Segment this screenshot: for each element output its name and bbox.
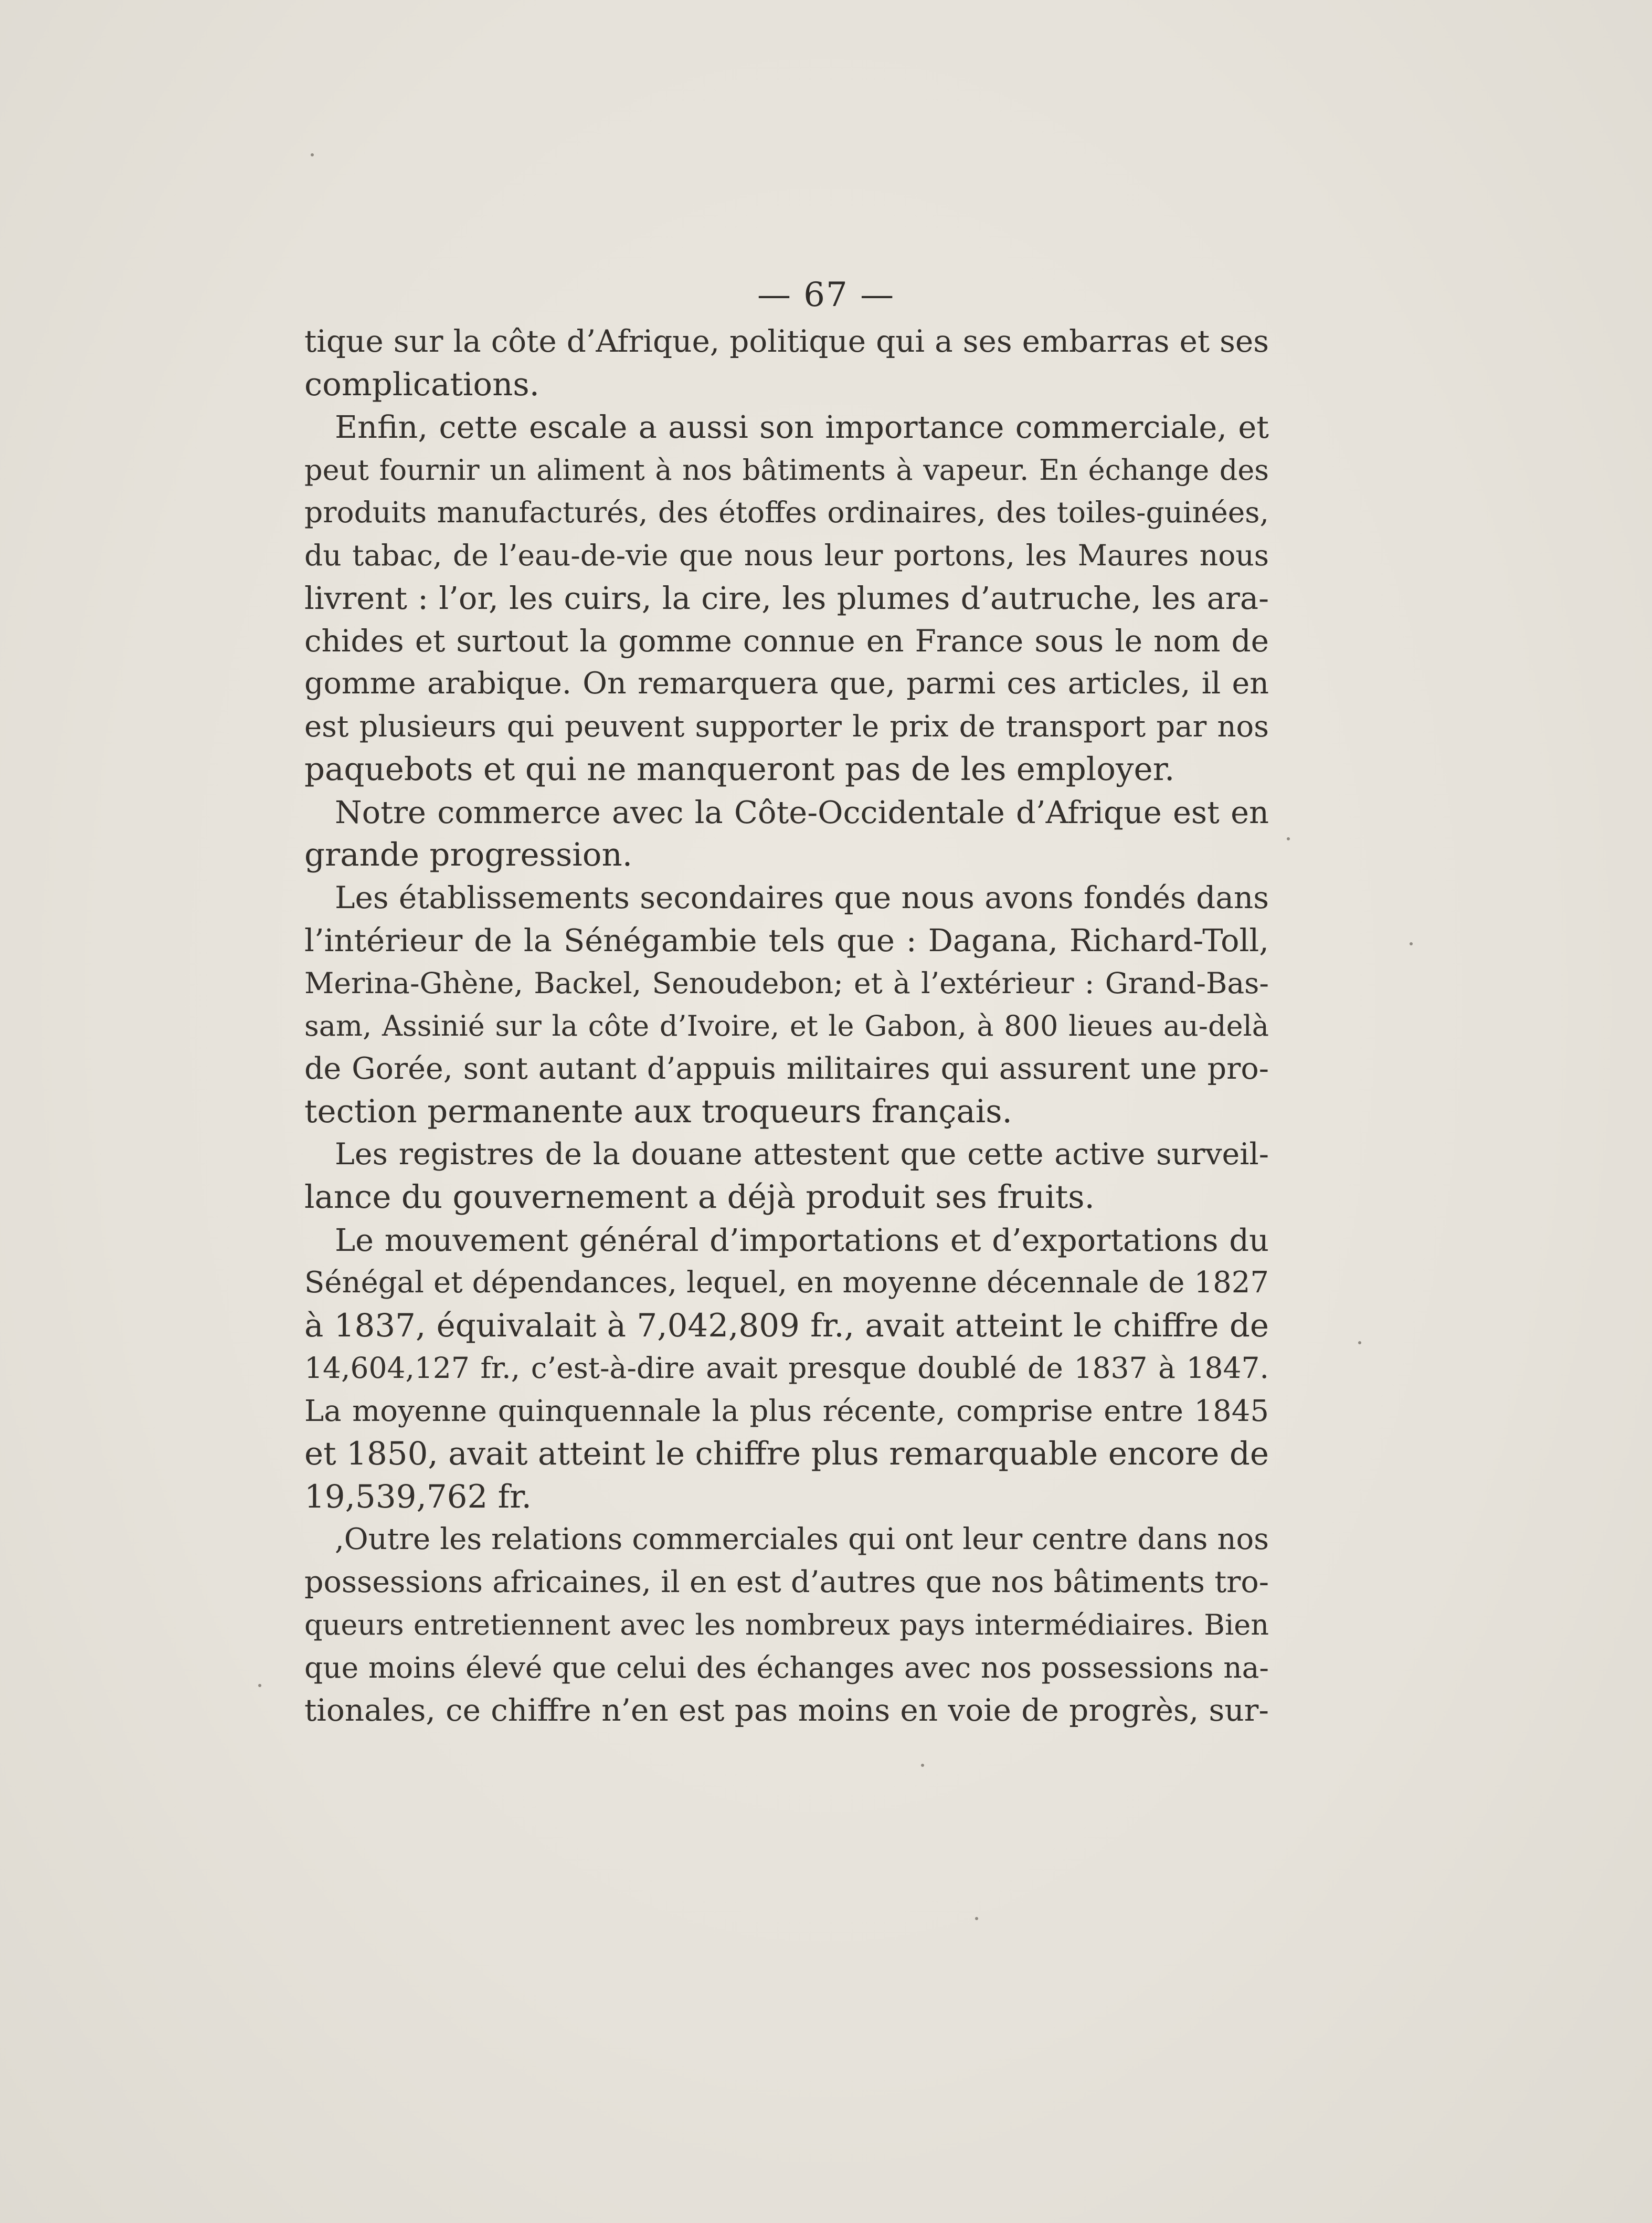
text-line: Les registres de la douane attestent que cette active surveil- (335, 1136, 1269, 1172)
text-line: Les établissements secondaires que nous avons fondés dans (335, 879, 1269, 915)
text-line: Notre commerce avec la Côte-Occidentale d’Afrique est en (335, 794, 1269, 830)
text-line: de Gorée, sont autant d’appuis militaires qui assurent une pro- (304, 1051, 1269, 1086)
text-line: tique sur la côte d’Afrique, politique qui a ses embarras et ses (304, 323, 1269, 359)
text-line: chides et surtout la gomme connue en France sous le nom de (304, 623, 1269, 659)
paper-speck (1410, 942, 1413, 945)
paper-speck (975, 1917, 978, 1920)
text-line: Enfin, cette escale a aussi son importance commerciale, et (335, 409, 1269, 445)
text-line: l’intérieur de la Sénégambie tels que : Dagana, Richard-Toll, (304, 922, 1269, 958)
text-line: La moyenne quinquennale la plus récente, comprise entre 1845 (304, 1394, 1269, 1428)
text-line: Le mouvement général d’importations et d’exportations du (335, 1221, 1269, 1258)
text-line: Merina-Ghène, Backel, Senoudebon; et à l’extérieur : Grand-Bas- (304, 966, 1269, 1000)
text-line: grande progression. (304, 836, 633, 873)
text-line: et 1850, avait atteint le chiffre plus remarquable encore de (304, 1435, 1269, 1472)
text-line: Sénégal et dépendances, lequel, en moyenne décennale de 1827 (304, 1266, 1269, 1300)
text-line: gomme arabique. On remarquera que, parmi ces articles, il en (304, 666, 1269, 701)
paper-speck (1358, 1341, 1361, 1344)
text-line: du tabac, de l’eau-de-vie que nous leur portons, les Maures nous (304, 538, 1269, 572)
text-line: tection permanente aux troqueurs français. (304, 1093, 1012, 1130)
page-number: — 67 — (757, 276, 895, 314)
text-line: est plusieurs qui peuvent supporter le prix de transport par nos (304, 709, 1269, 744)
paper-speck (921, 1764, 924, 1767)
body-text (304, 320, 1269, 1732)
text-line: possessions africaines, il en est d’autres que nos bâtiments tro- (304, 1564, 1269, 1599)
text-line: que moins élevé que celui des échanges avec nos possessions na- (304, 1650, 1269, 1684)
text-line: peut fournir un aliment à nos bâtiments à vapeur. En échange des (304, 453, 1269, 487)
text-line: queurs entretiennent avec les nombreux pays intermédiaires. Bien (304, 1608, 1269, 1641)
text-line: 19,539,762 fr. (304, 1478, 532, 1515)
text-line: produits manufacturés, des étoffes ordinaires, des toiles-guinées, (304, 496, 1269, 529)
paper-speck (1287, 837, 1290, 840)
text-line: ,Outre les relations commerciales qui ont leur centre dans nos (335, 1522, 1269, 1556)
text-line: à 1837, équivalait à 7,042,809 fr., avait atteint le chiffre de (304, 1307, 1269, 1344)
text-line: complications. (304, 365, 540, 403)
text-line: lance du gouvernement a déjà produit ses fruits. (304, 1178, 1095, 1216)
text-line: livrent : l’or, les cuirs, la cire, les plumes d’autruche, les ara- (304, 580, 1269, 616)
paper-speck (258, 1684, 261, 1687)
text-line: sam, Assinié sur la côte d’Ivoire, et le Gabon, à 800 lieues au-delà (304, 1009, 1269, 1042)
text-line: 14,604,127 fr., c’est-à-dire avait presque doublé de 1837 à 1847. (304, 1351, 1269, 1385)
text-line: tionales, ce chiffre n’en est pas moins en voie de progrès, sur- (304, 1692, 1269, 1728)
paper-speck (311, 153, 314, 156)
text-line: paquebots et qui ne manqueront pas de les employer. (304, 751, 1175, 788)
